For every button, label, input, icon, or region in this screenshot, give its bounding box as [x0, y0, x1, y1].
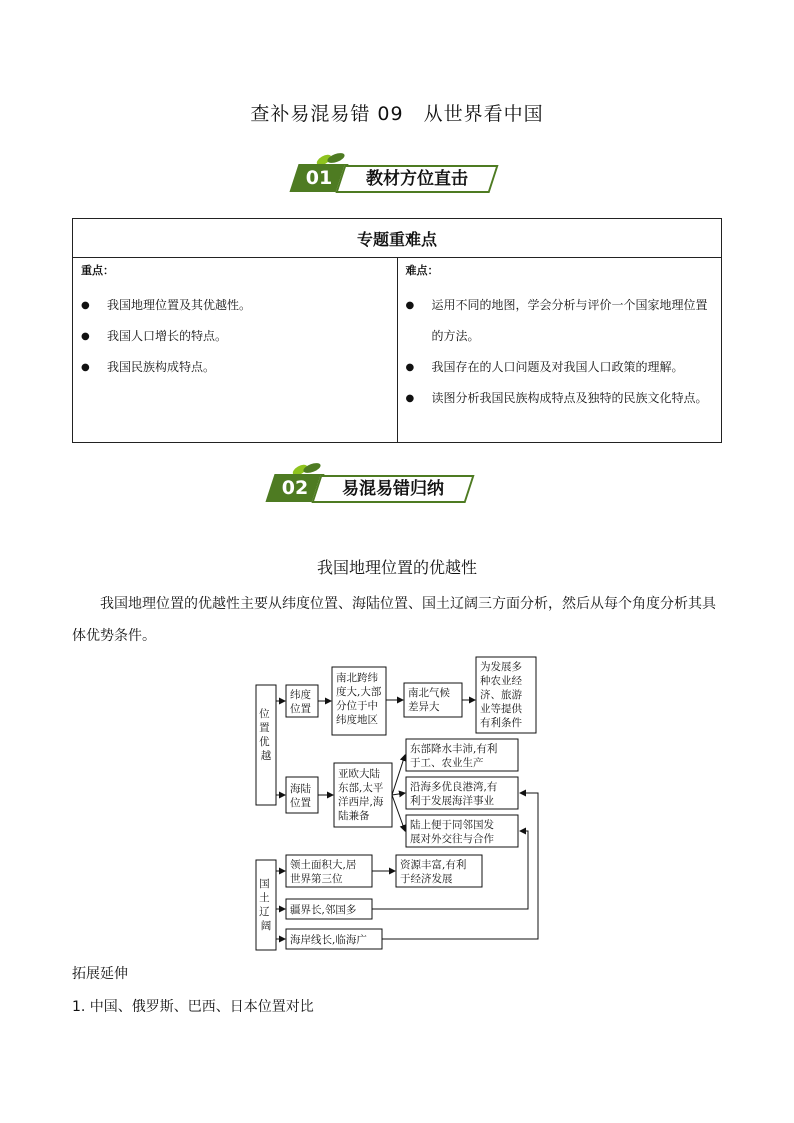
root-location-text: 位 置 优 越 [259, 708, 272, 762]
difficulty-item: ● 读图分析我国民族构成特点及独特的民族文化特点。 [406, 383, 714, 414]
difficulty-item: ● 我国存在的人口问题及对我国人口政策的理解。 [406, 352, 714, 383]
difficulty-item: ● 运用不同的地图，学会分析与评价一个国家地理位置的方法。 [406, 290, 714, 352]
area-text: 领土面积大,居 世界第三位 [290, 859, 357, 885]
focus-item: ● 我国民族构成特点。 [81, 352, 389, 383]
banner-number: 01 [305, 167, 333, 189]
focus-title: 重点： [81, 264, 114, 277]
sealand-desc-text: 亚欧大陆 东部,太平 洋西岸,海 陆兼备 [338, 768, 384, 822]
table-header: 专题重难点 [73, 219, 722, 258]
root-box-territory [256, 860, 276, 950]
climate-text: 南北气候 差异大 [408, 687, 450, 713]
focus-item: ● 我国人口增长的特点。 [81, 321, 389, 352]
coast-text: 沿海多优良港湾,有 利于发展海洋事业 [410, 781, 498, 807]
banner-number: 02 [281, 477, 309, 499]
focus-cell [73, 258, 398, 443]
coastline-text: 海岸线长,临海广 [290, 934, 367, 946]
difficulty-cell [397, 258, 722, 443]
latitude-desc-text: 南北跨纬 度大,大部 分位于中 纬度地区 [336, 672, 382, 726]
key-points-table [72, 218, 722, 443]
latitude-text: 纬度 位置 [290, 689, 311, 715]
resource-text: 资源丰富,有利 于经济发展 [400, 859, 467, 885]
location-advantage-diagram [250, 655, 550, 955]
section-title: 我国地理位置的优越性 [316, 558, 477, 577]
east-text: 东部降水丰沛,有利 于工、农业生产 [410, 743, 498, 769]
banner-label: 教材方位直击 [366, 169, 468, 189]
section-banner-01 [290, 148, 510, 200]
focus-item: ● 我国地理位置及其优越性。 [81, 290, 389, 321]
benefit-text: 为发展多 种农业经 济、旅游 业等提供 有利条件 [480, 661, 522, 729]
document-title: 查补易混易错 09 从世界看中国 [250, 103, 544, 125]
intro-paragraph: 我国地理位置的优越性主要从纬度位置、海陆位置、国土辽阔三方面分析，然后从每个角度分析其具体优势条件。 [72, 596, 716, 644]
banner-label: 易混易错归纳 [342, 479, 444, 499]
difficulty-title: 难点： [405, 264, 439, 277]
extension-item-1: 1. 中国、俄罗斯、巴西、日本位置对比 [72, 999, 314, 1015]
root-territory-text: 国 土 辽 阔 [259, 878, 272, 932]
sealand-text: 海陆 位置 [290, 783, 311, 809]
land-text: 陆上便于同邻国发 展对外交往与合作 [410, 819, 494, 845]
extension-heading: 拓展延伸 [72, 966, 128, 982]
border-text: 疆界长,邻国多 [290, 904, 357, 916]
section-banner-02 [266, 458, 486, 510]
